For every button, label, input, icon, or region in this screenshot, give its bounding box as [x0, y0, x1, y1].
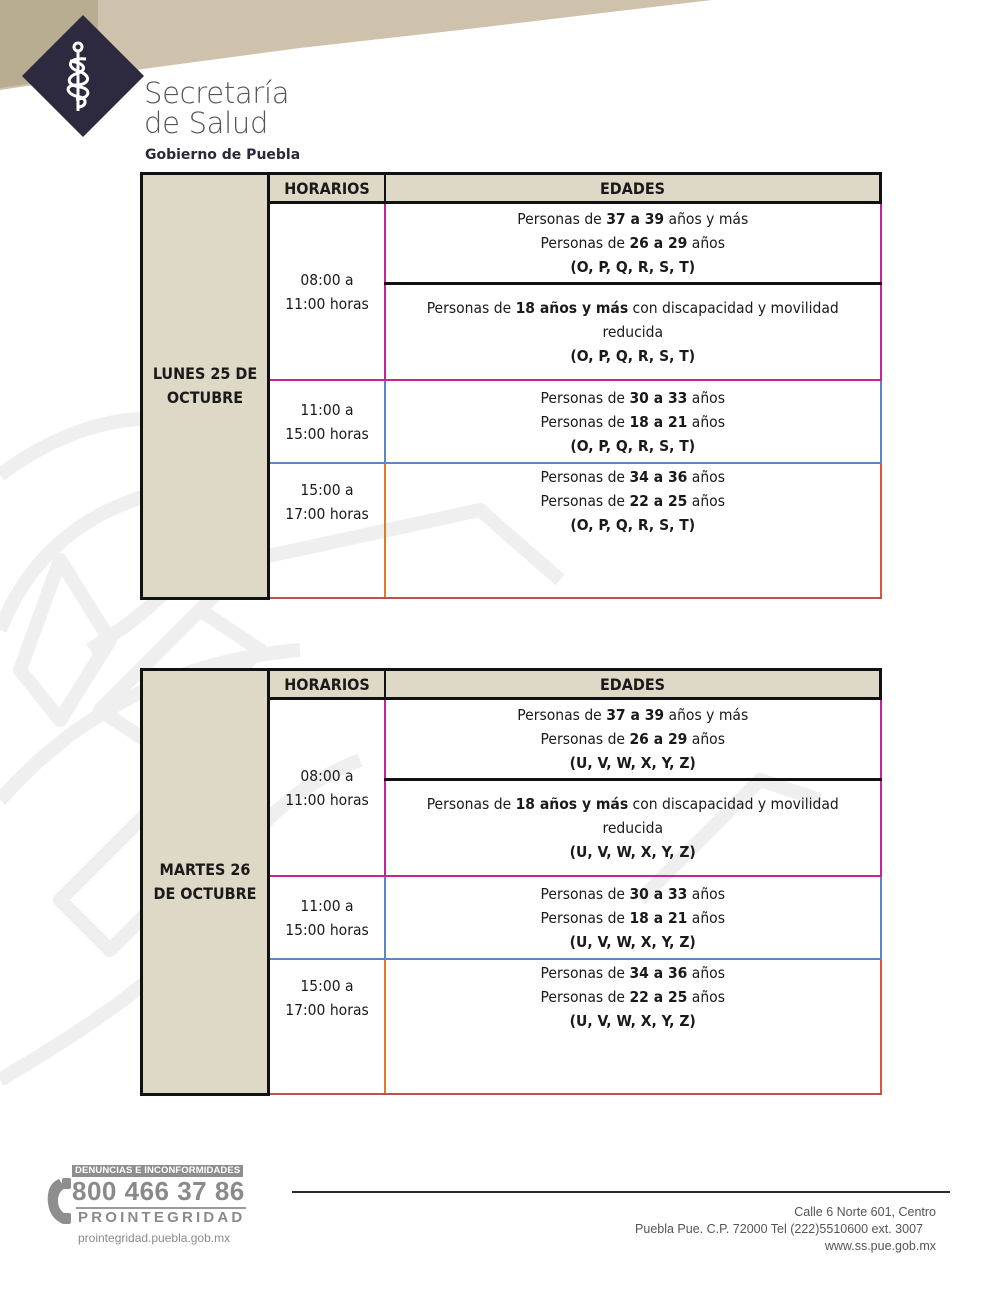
date-cell [142, 670, 269, 1095]
program-url[interactable]: prointegridad.puebla.gob.mx [78, 1231, 231, 1245]
edad-line: Personas de 26 a 29 años [540, 730, 725, 748]
letter-group: (O, P, Q, R, S, T) [570, 258, 696, 276]
date-cell [142, 174, 269, 599]
horario-end: 17:00 horas [285, 1001, 369, 1019]
edad-line: Personas de 30 a 33 años [540, 884, 725, 903]
horario-cell [269, 959, 386, 1094]
edad-line: Personas de 30 a 33 años [540, 388, 725, 407]
edad-line: Personas de 18 años y más con discapacidad y movilidad [426, 795, 839, 813]
horario-start: 08:00 a [300, 766, 354, 785]
edad-line: Personas de 18 a 21 años [540, 908, 725, 927]
horario-start: 08:00 a [300, 270, 354, 289]
horario-start: 11:00 a [300, 896, 354, 915]
letter-group: (O, P, Q, R, S, T) [570, 436, 696, 455]
edad-line: Personas de 34 a 36 años [540, 468, 725, 486]
edad-line: Personas de 22 a 25 años [540, 988, 725, 1006]
date-label: MARTES 26 DE OCTUBRE [153, 859, 257, 903]
phone-number: 800 466 37 86 [72, 1176, 245, 1206]
edad-line: Personas de 34 a 36 años [540, 964, 725, 982]
edad-line: Personas de 26 a 29 años [540, 234, 725, 252]
org-subtitle: Gobierno de Puebla [145, 147, 301, 163]
edades-cell [385, 876, 881, 959]
horario-cell [269, 699, 386, 877]
horario-start: 11:00 a [300, 400, 354, 419]
logo-diamond [22, 15, 144, 137]
edades-cell [385, 380, 881, 463]
letter-group: (O, P, Q, R, S, T) [570, 347, 696, 365]
horarios-header: HORARIOS [269, 174, 386, 203]
edades-cell [385, 959, 881, 1094]
edad-line: Personas de 18 a 21 años [540, 412, 725, 431]
footer-divider [292, 1191, 950, 1193]
letter-group: (U, V, W, X, Y, Z) [569, 843, 696, 861]
horario-cell [269, 380, 386, 463]
edad-line: reducida [602, 323, 664, 341]
edad-line: Personas de 18 años y más con discapacidad y movilidad [426, 299, 839, 317]
horario-start: 15:00 a [300, 977, 354, 995]
horario-cell [269, 876, 386, 959]
horario-end: 11:00 horas [285, 790, 369, 809]
horario-end: 17:00 horas [285, 505, 369, 523]
website-link[interactable]: www.ss.pue.gob.mx [824, 1239, 936, 1253]
address-line: Calle 6 Norte 601, Centro [794, 1205, 936, 1219]
edades-header: EDADES [385, 670, 881, 699]
horario-start: 15:00 a [300, 481, 354, 499]
edad-line: Personas de 22 a 25 años [540, 492, 725, 510]
edades-cell [385, 780, 881, 877]
horario-cell [269, 463, 386, 598]
schedule-table-tuesday [140, 668, 882, 1096]
edades-cell [385, 463, 881, 598]
letter-group: (U, V, W, X, Y, Z) [569, 1012, 696, 1030]
org-name [144, 78, 289, 138]
edades-cell [385, 203, 881, 284]
edades-cell [385, 699, 881, 780]
horario-end: 15:00 horas [285, 920, 369, 939]
edad-line: Personas de 37 a 39 años y más [517, 706, 749, 724]
org-name-line2: de Salud [144, 106, 269, 140]
address-line: Puebla Pue. C.P. 72000 Tel (222)5510600 ext. 3007 [635, 1222, 923, 1236]
horario-cell [269, 203, 386, 381]
edades-cell [385, 284, 881, 381]
program-name: PROINTEGRIDAD [78, 1209, 246, 1226]
org-name-line1: Secretaría [144, 76, 290, 110]
edades-header: EDADES [385, 174, 881, 203]
letter-group: (O, P, Q, R, S, T) [570, 516, 696, 534]
denuncias-label: DENUNCIAS E INCONFORMIDADES [72, 1165, 243, 1177]
horario-end: 11:00 horas [285, 294, 369, 313]
address-block [635, 1204, 936, 1255]
schedule-table-monday [140, 172, 882, 600]
horarios-header: HORARIOS [269, 670, 386, 699]
phone-icon [45, 1177, 75, 1225]
date-label: LUNES 25 DE OCTUBRE [152, 363, 258, 407]
letter-group: (U, V, W, X, Y, Z) [569, 932, 696, 951]
letter-group: (U, V, W, X, Y, Z) [569, 754, 696, 772]
edad-line: reducida [602, 819, 664, 837]
edad-line: Personas de 37 a 39 años y más [517, 210, 749, 228]
horario-end: 15:00 horas [285, 424, 369, 443]
